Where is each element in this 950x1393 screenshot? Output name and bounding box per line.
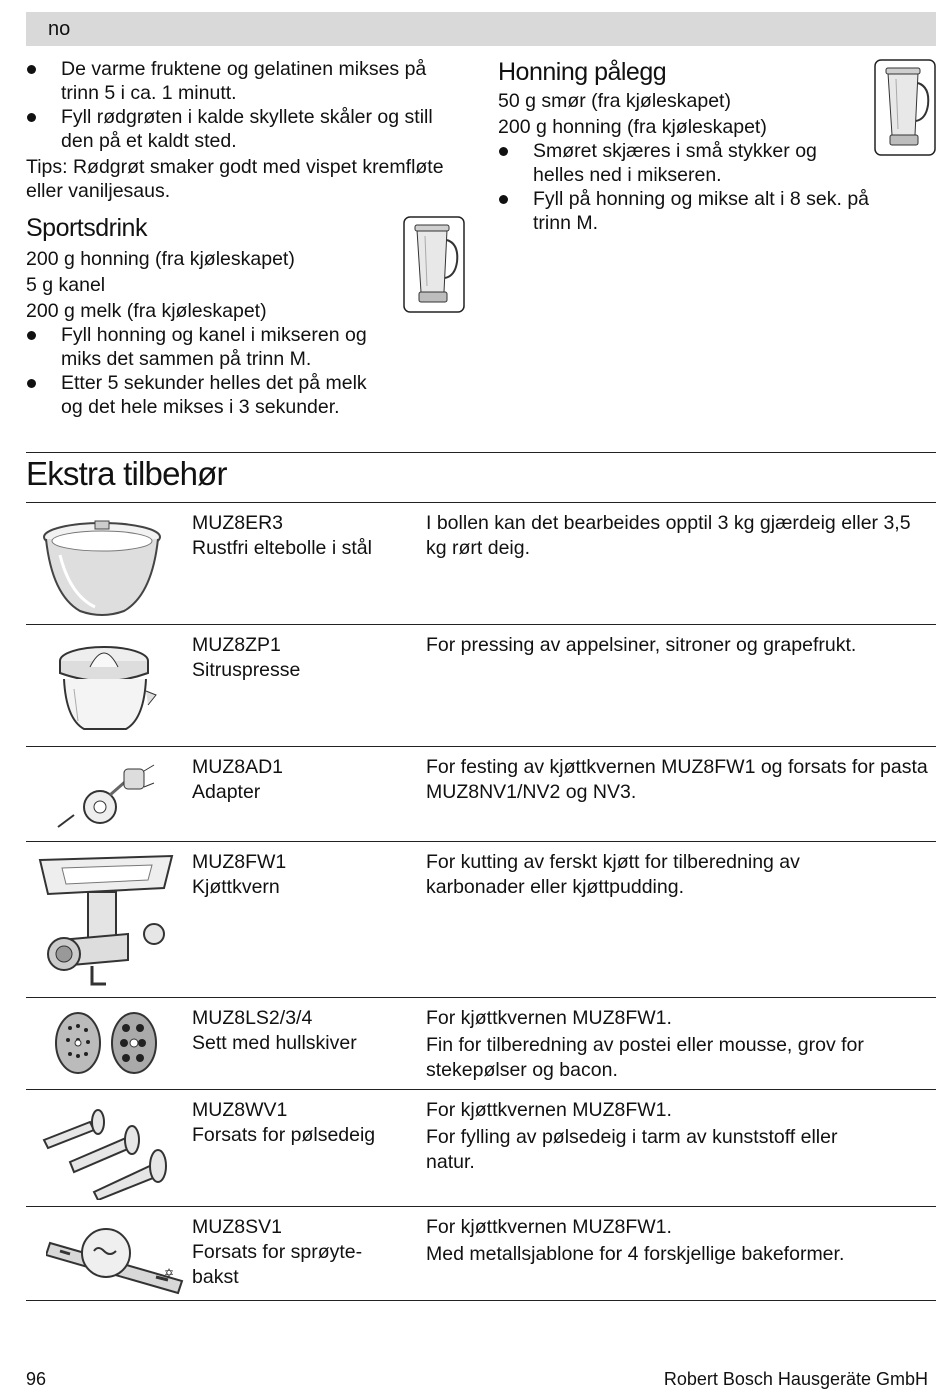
accessory-name: Adapter: [192, 781, 261, 803]
ingredient: 200 g honning (fra kjøleskapet): [498, 116, 767, 138]
accessory-desc-line: For fylling av pølsedeig i tarm av kunststoff eller natur.: [426, 1126, 838, 1173]
ingredient: 50 g smør (fra kjøleskapet): [498, 90, 731, 112]
step-bullet: Etter 5 sekunder helles det på melk og det hele mikses i 3 sekunder.: [26, 371, 386, 419]
accessory-name: Sett med hullskiver: [192, 1032, 357, 1054]
accessory-row: [26, 625, 936, 745]
tips-label: Tips:: [26, 156, 68, 178]
accessory-row: [26, 503, 936, 623]
accessory-desc-line: Med metallsjablone for 4 forskjellige bakeformer.: [426, 1243, 845, 1265]
accessory-row: [26, 747, 936, 841]
cookie-attachment-icon: [46, 1217, 186, 1297]
blender-icon: [403, 216, 465, 313]
accessory-row: [26, 1207, 936, 1299]
accessory-desc-line: For kjøttkvernen MUZ8FW1.: [426, 1216, 672, 1238]
accessory-desc: [426, 755, 936, 805]
accessory-code: MUZ8FW1: [192, 851, 287, 873]
accessory-name: Forsats for pølsedeig: [192, 1124, 376, 1146]
blender-icon: [874, 59, 936, 156]
bowl-icon: [40, 515, 165, 620]
accessory-desc: [426, 1215, 936, 1267]
intro-bullet-2: Fyll rødgrøten i kalde skyllete skåler og still den på et kaldt sted.: [26, 105, 456, 153]
meat-grinder-icon: [32, 848, 182, 994]
accessory-code: MUZ8WV1: [192, 1099, 288, 1121]
accessory-row: [26, 1090, 936, 1205]
accessory-desc: [426, 511, 936, 561]
ingredient: 200 g honning (fra kjøleskapet): [26, 248, 295, 270]
accessory-name: Rustfri eltebolle i stål: [192, 537, 372, 559]
page-number: 96: [26, 1369, 47, 1389]
step-bullet: Smøret skjæres i små stykker og helles ned i mikseren.: [498, 139, 833, 187]
accessory-code: MUZ8LS2/3/4: [192, 1007, 313, 1029]
accessory-code: MUZ8ER3: [192, 512, 284, 534]
intro-bullet-1: De varme fruktene og gelatinen mikses på trinn 5 i ca. 1 minutt.: [26, 57, 456, 105]
svg-text:✡: ✡: [164, 1266, 175, 1280]
recipe-title-sportsdrink: Sportsdrink: [26, 214, 147, 242]
tips-paragraph: [26, 155, 456, 203]
accessory-code: MUZ8ZP1: [192, 634, 281, 656]
left-column: [26, 57, 456, 419]
accessory-desc-line: Fin for tilberedning av postei eller mousse, grov for stekepølser og bacon.: [426, 1034, 864, 1081]
recipe-title-honning: Honning pålegg: [498, 58, 667, 86]
right-column: [498, 57, 918, 235]
section-title: Ekstra tilbehør: [26, 455, 227, 492]
accessory-name: Forsats for sprøyte- bakst: [192, 1241, 363, 1288]
accessory-desc: [426, 633, 936, 658]
section-rule-top: [26, 452, 936, 453]
accessory-row: [26, 842, 936, 997]
accessory-row: [26, 998, 936, 1088]
accessory-code: MUZ8SV1: [192, 1216, 282, 1238]
accessory-desc: [426, 1098, 936, 1175]
tips-text: Rødgrøt smaker godt med vispet kremfløte eller vaniljesaus.: [26, 156, 444, 202]
accessory-desc-line: For kjøttkvernen MUZ8FW1.: [426, 1007, 672, 1029]
accessory-desc-line: For kutting av ferskt kjøtt for tilberedning av karbonader eller kjøttpudding.: [426, 851, 800, 898]
step-bullet: Fyll på honning og mikse alt i 8 sek. på trinn M.: [498, 187, 903, 235]
footer-company: Robert Bosch Hausgeräte GmbH: [663, 1369, 928, 1389]
adapter-icon: [54, 755, 159, 835]
citrus-press-icon: [54, 639, 159, 739]
accessory-name: Kjøttkvern: [192, 876, 280, 898]
table-rule-bottom: [26, 1300, 936, 1301]
perforated-discs-icon: [52, 1008, 162, 1078]
language-code: no: [48, 18, 71, 40]
ingredient: 200 g melk (fra kjøleskapet): [26, 300, 267, 322]
accessory-desc-line: For pressing av appelsiner, sitroner og grapefrukt.: [426, 634, 857, 656]
accessory-desc: [426, 850, 936, 900]
accessory-code: MUZ8AD1: [192, 756, 284, 778]
ingredient: 5 g kanel: [26, 274, 106, 296]
accessory-desc-line: For festing av kjøttkvernen MUZ8FW1 og forsats for pasta MUZ8NV1/NV2 og NV3.: [426, 756, 928, 803]
accessory-desc-line: I bollen kan det bearbeides opptil 3 kg gjærdeig eller 3,5 kg rørt deig.: [426, 512, 911, 559]
accessory-desc: [426, 1006, 936, 1083]
step-bullet: Fyll honning og kanel i mikseren og miks det sammen på trinn M.: [26, 323, 386, 371]
language-bar: [26, 12, 936, 46]
accessory-name: Sitruspresse: [192, 659, 301, 681]
sausage-nozzles-icon: [40, 1100, 170, 1200]
accessory-desc-line: For kjøttkvernen MUZ8FW1.: [426, 1099, 672, 1121]
